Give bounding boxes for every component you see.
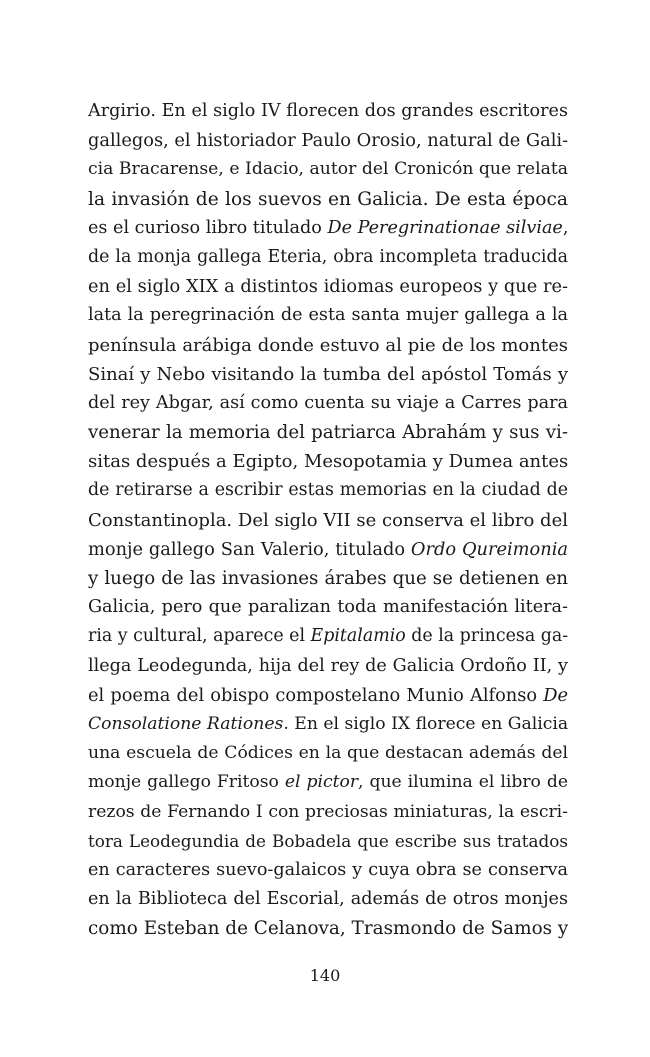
text-line	[88, 447, 568, 476]
text-segment: , que ilumina el libro de	[358, 772, 568, 793]
text-segment: de la princesa ga-	[405, 626, 568, 647]
italic-title: De Peregrinationae silviae	[327, 217, 563, 238]
text-segment: de la monja gallega Eteria, obra incompleta traducida	[88, 246, 568, 267]
text-segment: lata la peregrinación de esta santa mujer gallega a la	[88, 305, 568, 326]
text-line	[88, 681, 568, 710]
text-line	[88, 593, 568, 622]
text-line	[88, 856, 568, 885]
text-segment: Argirio. En el siglo IV florecen dos grandes escritores	[88, 101, 568, 121]
text-line	[88, 798, 568, 827]
text-line	[88, 185, 568, 214]
text-segment: venerar la memoria del patriarca Abrahám y sus vi-	[88, 422, 568, 444]
page-number: 140	[309, 966, 341, 985]
text-line	[88, 331, 568, 360]
text-segment: Sinaí y Nebo visitando la tumba del apóstol Tomás y	[88, 363, 568, 385]
text-segment: sitas después a Egipto, Mesopotamia y Dumea antes	[88, 451, 568, 473]
text-line	[88, 914, 568, 943]
text-segment: ,	[562, 217, 568, 238]
text-segment: es el curioso libro titulado	[88, 217, 328, 238]
text-line	[88, 301, 568, 330]
text-line	[88, 214, 568, 243]
text-line	[88, 476, 568, 505]
text-segment: la invasión de los suevos en Galicia. De esta época	[88, 188, 568, 210]
text-segment: tora Leodegundia de Bobadela que escribe sus tratados	[88, 830, 568, 851]
italic-title: Consolatione Rationes	[88, 713, 284, 734]
text-segment: cia Bracarense, e Idacio, autor del Cronicón que relata	[88, 159, 568, 180]
text-line	[88, 418, 568, 447]
text-line	[88, 126, 568, 155]
text-segment: de retirarse a escribir estas memorias en la ciudad de	[88, 480, 568, 501]
body-text	[88, 97, 568, 943]
text-line	[88, 739, 568, 768]
text-line	[88, 243, 568, 272]
text-line	[88, 885, 568, 914]
text-segment: llega Leodegunda, hija del rey de Galicia Ordoño II, y	[88, 655, 568, 676]
text-segment: una escuela de Códices en la que destacan además del	[88, 743, 568, 764]
text-segment: gallegos, el historiador Paulo Orosio, natural de Gali-	[88, 130, 568, 152]
text-line	[88, 652, 568, 681]
text-segment: Constantinopla. Del siglo VII se conserva el libro del	[88, 509, 568, 531]
italic-title: De	[543, 684, 568, 706]
text-line	[88, 506, 568, 535]
text-line	[88, 564, 568, 593]
text-line	[88, 389, 568, 418]
italic-title: Ordo Qureimonia	[410, 538, 568, 560]
text-segment: rezos de Fernando I con preciosas miniaturas, la escri-	[88, 801, 568, 822]
text-line	[88, 97, 568, 126]
text-line	[88, 155, 568, 184]
text-segment: península arábiga donde estuvo al pie de los montes	[88, 334, 568, 356]
text-segment: ria y cultural, aparece el	[88, 626, 311, 647]
text-line	[88, 768, 568, 797]
text-segment: en el siglo XIX a distintos idiomas europeos y que re-	[88, 276, 568, 298]
italic-title: Epitalamio	[310, 626, 406, 647]
text-segment: monje gallego San Valerio, titulado	[88, 538, 411, 560]
text-line	[88, 360, 568, 389]
text-line	[88, 827, 568, 856]
text-segment: en caracteres suevo-galaicos y cuya obra se conserva	[88, 859, 568, 880]
text-segment: . En el siglo IX florece en Galicia	[283, 713, 568, 734]
text-line	[88, 710, 568, 739]
text-line	[88, 272, 568, 301]
text-segment: Galicia, pero que paralizan toda manifestación litera-	[88, 597, 568, 618]
text-segment: del rey Abgar, así como cuenta su viaje a Carres para	[88, 392, 568, 413]
text-segment: el poema del obispo compostelano Munio Alfonso	[88, 684, 544, 706]
text-line	[88, 622, 568, 651]
italic-title: el pictor	[284, 772, 359, 793]
text-segment: como Esteban de Celanova, Trasmondo de Samos y	[88, 918, 568, 940]
text-segment: y luego de las invasiones árabes que se detienen en	[88, 568, 568, 589]
text-segment: monje gallego Fritoso	[88, 772, 285, 793]
text-segment: en la Biblioteca del Escorial, además de otros monjes	[88, 889, 568, 910]
text-line	[88, 535, 568, 564]
